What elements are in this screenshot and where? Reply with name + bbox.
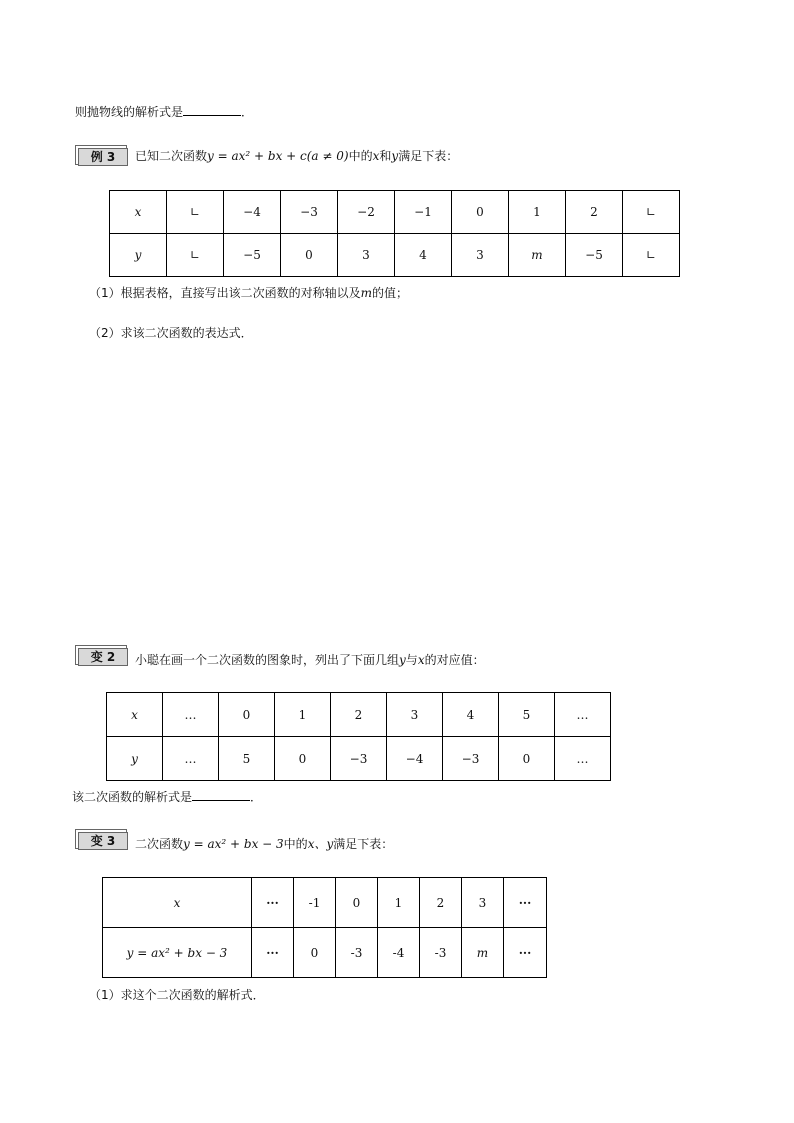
- variation-2-table: [106, 692, 611, 781]
- intro-text: 则抛物线的解析式是: [75, 105, 184, 119]
- table-row-x: x ··· -1 0 1 2 3 ···: [103, 878, 547, 928]
- quadratic-formula: y = ax² + bx − 3: [183, 837, 284, 851]
- quadratic-formula: y = ax² + bx + c(a ≠ 0): [207, 149, 349, 163]
- example-3-table: [109, 190, 680, 277]
- variation-3-question-1: （1）求这个二次函数的解析式．: [89, 988, 265, 1002]
- variation-3-table: [102, 877, 547, 978]
- example-3-badge: 例 3: [75, 145, 127, 165]
- intro-line: 则抛物线的解析式是 ．: [75, 105, 254, 119]
- answer-blank: [183, 103, 241, 116]
- table-row-x: x … 0 1 2 3 4 5 …: [107, 693, 611, 737]
- example-3-question-2: （2）求该二次函数的表达式．: [89, 326, 253, 340]
- variation-3-badge: 变 3: [75, 829, 127, 849]
- table-row-y: y = ax² + bx − 3 ··· 0 -3 -4 -3 m ···: [103, 928, 547, 978]
- variation-2-statement: 小聪在画一个二次函数的图象时，列出了下面几组y与x的对应值：: [135, 653, 485, 667]
- answer-blank: [192, 788, 250, 801]
- table-row-y: y … 5 0 −3 −4 −3 0 …: [107, 737, 611, 781]
- table-row-y: y ∟ −5 0 3 4 3 m −5 ∟: [110, 234, 680, 277]
- example-3-question-1: （1）根据表格，直接写出该二次函数的对称轴以及m的值；: [89, 286, 409, 300]
- variation-2-badge: 变 2: [75, 645, 127, 665]
- example-3-statement: 已知二次函数y = ax² + bx + c(a ≠ 0)中的x和y满足下表：: [135, 149, 459, 163]
- variation-3-statement: 二次函数y = ax² + bx − 3中的x、y满足下表：: [135, 837, 394, 851]
- table-row-x: x ∟ −4 −3 −2 −1 0 1 2 ∟: [110, 191, 680, 234]
- variation-2-question: 该二次函数的解析式是 ．: [72, 790, 263, 804]
